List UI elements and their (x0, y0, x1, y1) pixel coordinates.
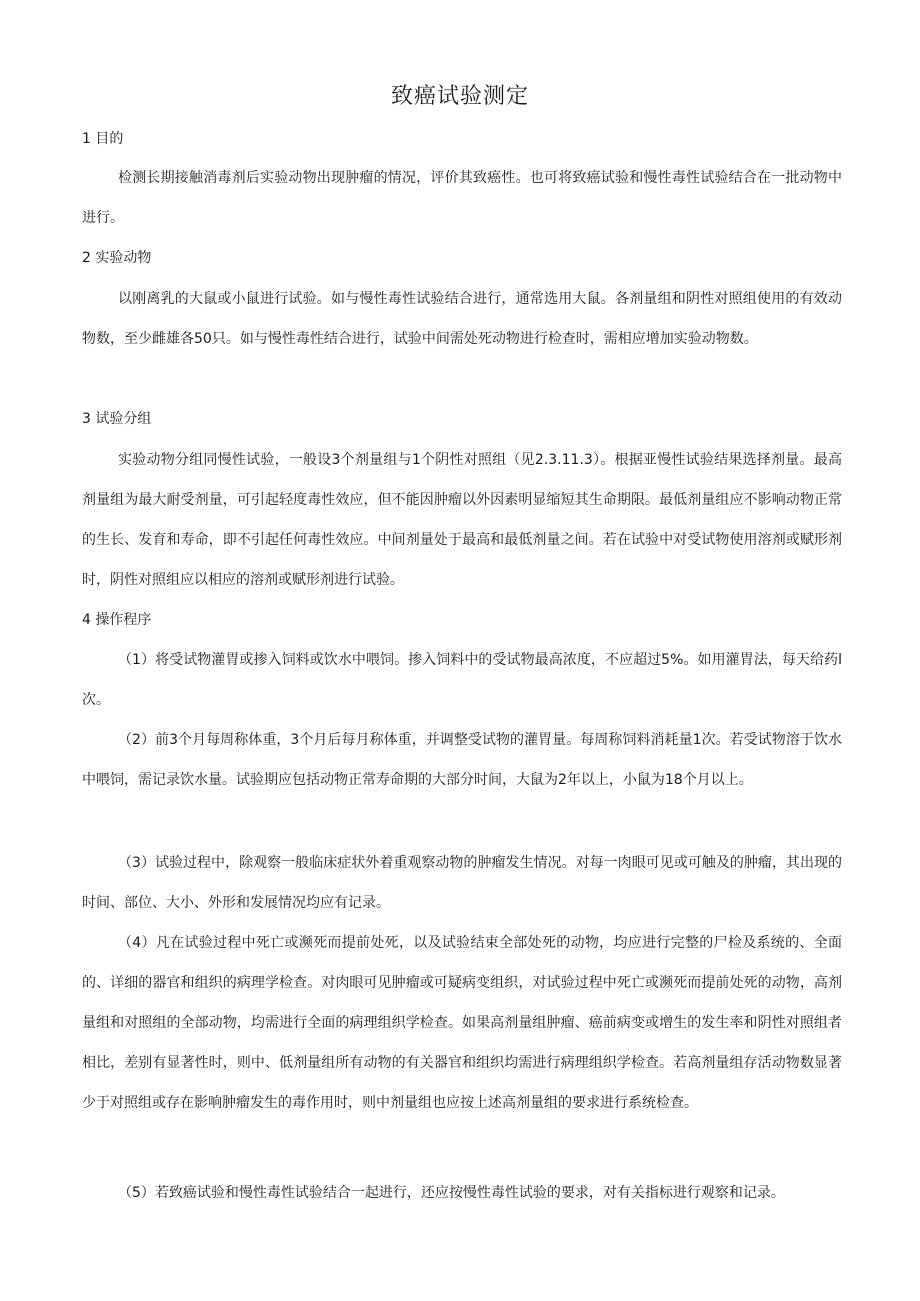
section-heading-purpose: 1 目的 (82, 131, 124, 147)
section-heading-grouping: 3 试验分组 (82, 411, 152, 427)
animals-paragraph: 以刚离乳的大鼠或小鼠进行试验。如与慢性毒性试验结合进行，通常选用大鼠。各剂量组和阴性对照组使用的有效动物数，至少雌雄各50只。如与慢性毒性结合进行，试验中间需处死动物进行检查时，需相应增加实验动物数。 (82, 291, 842, 347)
procedure-step-1: （1）将受试物灌胃或掺入饲料或饮水中喂饲。掺入饲料中的受试物最高浓度，不应超过5%。如用灌胃法，每天给药l次。 (82, 652, 842, 708)
section-heading-animals: 2 实验动物 (82, 250, 152, 266)
procedure-step-3: （3）试验过程中，除观察一般临床症状外着重观察动物的肿瘤发生情况。对每一肉眼可见或可触及的肿瘤，其出现的时间、部位、大小、外形和发展情况均应有记录。 (82, 855, 842, 911)
purpose-paragraph: 检测长期接触消毒剂后实验动物出现肿瘤的情况，评价其致癌性。也可将致癌试验和慢性毒性试验结合在一批动物中进行。 (82, 170, 842, 226)
procedure-step-4: （4）凡在试验过程中死亡或濒死而提前处死，以及试验结束全部处死的动物，均应进行完整的尸检及系统的、全面的、详细的器官和组织的病理学检查。对肉眼可见肿瘤或可疑病变组织，对试验过程中死亡或濒死而提前处死的动物，高剂量组和对照组的全部动物，均需进行全面的病理组织学检查。如果高剂量组肿瘤、癌前病变或增生的发生率和阴性对照组者相比，差别有显著性时，则中、低剂量组所有动物的有关器官和组织均需进行病理组织学检查。若高剂量组存活动物数显著少于对照组或存在影响肿瘤发生的毒作用时，则中剂量组也应按上述高剂量组的要求进行系统检查。 (82, 935, 842, 1111)
procedure-step-5: （5）若致癌试验和慢性毒性试验结合一起进行，还应按慢性毒性试验的要求，对有关指标进行观察和记录。 (118, 1185, 785, 1201)
document-title: 致癌试验测定 (390, 84, 529, 109)
section-heading-procedure: 4 操作程序 (82, 612, 152, 628)
procedure-step-2: （2）前3个月每周称体重，3个月后每月称体重，并调整受试物的灌胃量。每周称饲料消耗量1次。若受试物溶于饮水中喂饲，需记录饮水量。试验期应包括动物正常寿命期的大部分时间，大鼠为2年以上，小鼠为18个月以上。 (82, 732, 842, 788)
grouping-paragraph: 实验动物分组同慢性试验，一般设3个剂量组与1个阴性对照组（见2.3.11.3）。根据亚慢性试验结果选择剂量。最高剂量组为最大耐受剂量，可引起轻度毒性效应，但不能因肿瘤以外因素明显缩短其生命期限。最低剂量组应不影响动物正常的生长、发育和寿命，即不引起任何毒性效应。中间剂量处于最高和最低剂量之间。若在试验中对受试物使用溶剂或赋形剂时，阴性对照组应以相应的溶剂或赋形剂进行试验。 (82, 452, 842, 588)
